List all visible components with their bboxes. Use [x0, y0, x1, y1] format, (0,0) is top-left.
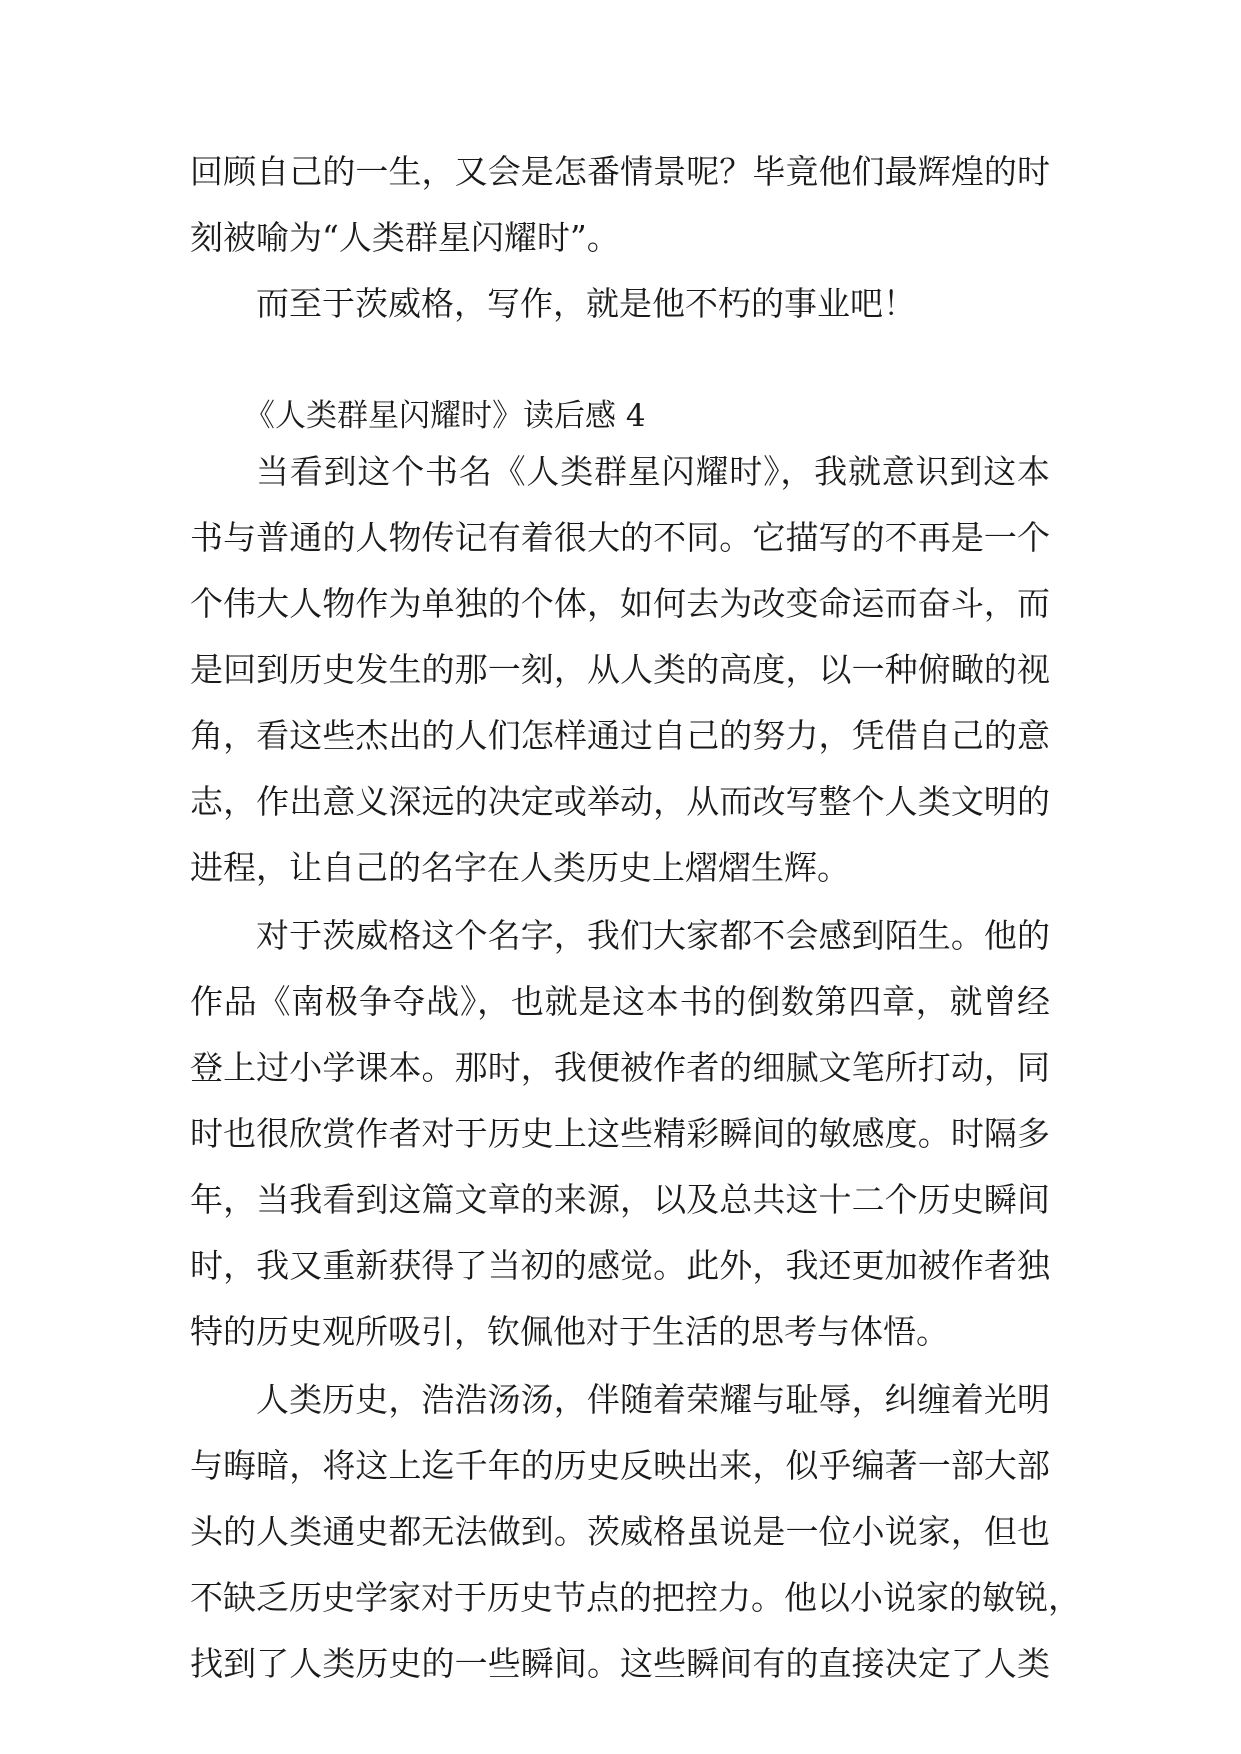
- text-line: 与晦暗，将这上迄千年的历史反映出来，似乎编著一部大部: [190, 1446, 1050, 1485]
- text-line: 时，我又重新获得了当初的感觉。此外，我还更加被作者独: [190, 1246, 1050, 1285]
- text-line: 是回到历史发生的那一刻，从人类的高度，以一种俯瞰的视: [190, 650, 1050, 689]
- closing-paragraph: 而至于茨威格，写作，就是他不朽的事业吧！: [256, 284, 916, 323]
- text-line: 个伟大人物作为单独的个体，如何去为改变命运而奋斗，而: [190, 584, 1050, 623]
- text-line: 对于茨威格这个名字，我们大家都不会感到陌生。他的: [256, 916, 1050, 955]
- text-line: 书与普通的人物传记有着很大的不同。它描写的不再是一个: [190, 518, 1050, 557]
- text-line: 刻被喻为“人类群星闪耀时”。: [190, 218, 620, 257]
- text-line: 头的人类通史都无法做到。茨威格虽说是一位小说家，但也: [190, 1512, 1050, 1551]
- text-line: 年，当我看到这篇文章的来源，以及总共这十二个历史瞬间: [190, 1180, 1050, 1219]
- text-line: 特的历史观所吸引，钦佩他对于生活的思考与体悟。: [190, 1312, 949, 1351]
- text-line: 人类历史，浩浩汤汤，伴随着荣耀与耻辱，纠缠着光明: [256, 1380, 1050, 1419]
- text-line: 回顾自己的一生，又会是怎番情景呢？毕竟他们最辉煌的时: [190, 152, 1050, 191]
- text-line: 进程，让自己的名字在人类历史上熠熠生辉。: [190, 848, 850, 887]
- text-line: 不缺乏历史学家对于历史节点的把控力。他以小说家的敏锐，: [190, 1578, 1081, 1617]
- text-line: 找到了人类历史的一些瞬间。这些瞬间有的直接决定了人类: [190, 1644, 1050, 1683]
- text-line: 登上过小学课本。那时，我便被作者的细腻文笔所打动，同: [190, 1048, 1050, 1087]
- section-heading: 《人类群星闪耀时》读后感 4: [244, 398, 646, 434]
- text-line: 作品《南极争夺战》，也就是这本书的倒数第四章，就曾经: [190, 982, 1050, 1021]
- text-line: 当看到这个书名《人类群星闪耀时》，我就意识到这本: [256, 452, 1050, 491]
- text-line: 志，作出意义深远的决定或举动，从而改写整个人类文明的: [190, 782, 1050, 821]
- text-line: 时也很欣赏作者对于历史上这些精彩瞬间的敏感度。时隔多: [190, 1114, 1050, 1153]
- text-line: 角，看这些杰出的人们怎样通过自己的努力，凭借自己的意: [190, 716, 1050, 755]
